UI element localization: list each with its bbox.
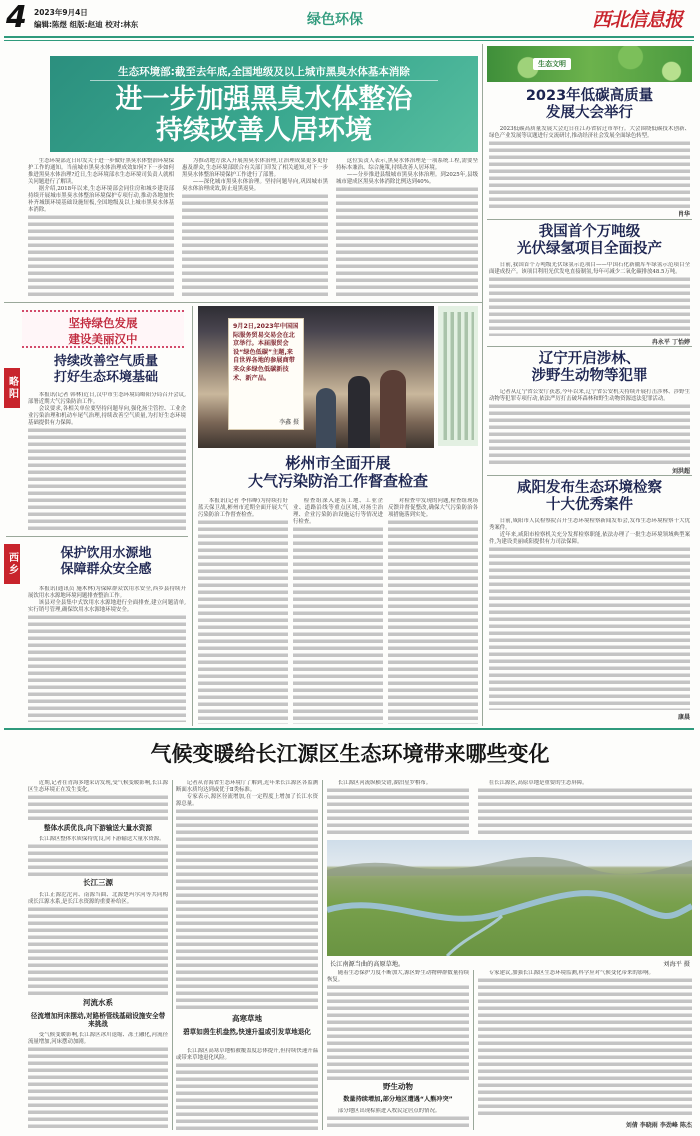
paragraph: 该县对全县集中式饮用水水源地进行全面排查,建立问题清单,实行销号管理,确保饮用水水源地环境安全。 (28, 600, 186, 613)
subheading: 长江三源 (83, 878, 113, 887)
text-texture (489, 276, 690, 336)
text-texture (198, 519, 288, 724)
river-branch (447, 916, 502, 956)
yangtze-col3-b (327, 970, 469, 1080)
subheading: 高寒草地 (232, 1014, 262, 1023)
paragraph: 专家建议,加强长江源区生态环境监测,科学应对气候变化带来的影响。 (488, 970, 654, 976)
expo-photo (198, 306, 434, 448)
binzhou-body-col1 (198, 498, 288, 724)
hanzhong-banner (22, 310, 184, 348)
subheading: 径流增加河床摆动,对路桥管线基础设施安全带来挑战 (30, 1012, 166, 1028)
hanzhong-banner-line1: 坚持绿色发展 (68, 316, 138, 330)
issue-date: 2023年9月4日 (34, 8, 88, 17)
paragraph: ——深化城市黑臭水体治理。坚持问题导向,巩固城市黑臭水体治理成效,防止返黑返臭。 (182, 179, 328, 192)
text-texture (182, 193, 328, 296)
photo-credit: 刘海平 摄 (663, 961, 690, 968)
text-texture (28, 614, 186, 722)
liaoning-headline-line1: 辽宁开启涉林、 (538, 351, 641, 367)
paragraph: 记者从辽宁省公安厅获悉,今年以来,辽宁省公安机关持续开展打击涉林、涉野生动物等犯罪专项行动,依法严厉打击破坏森林和野生动物资源违法犯罪活动。 (489, 389, 690, 402)
paragraph: 检查组深入建筑工地、工业企业、道路沿线等重点区域,对扬尘治理、企业污染防治设施运行等情况进行检查。 (293, 498, 383, 525)
editor-staff: 编辑:陈煜 组版:赵迪 校对:林东 (34, 20, 139, 29)
liaoning-headline-line2: 涉野生动物等犯罪 (531, 368, 648, 385)
xianyang-body (489, 518, 690, 710)
paragraph: 本报讯(通讯员 施木林)为保障群众饮用水安全,西乡县持续开展饮用水水源地环境问题排查整治工作。 (28, 586, 186, 599)
grassland-photo-svg (327, 840, 692, 956)
lead-kicker-underline (90, 80, 438, 81)
lueyang-tag: 略阳 (4, 368, 20, 408)
xixiang-headline-line1: 保护饮用水源地 (60, 546, 152, 561)
photo-person (348, 376, 370, 448)
page-number: 4 (6, 0, 27, 35)
lowcarbon-body (489, 126, 690, 208)
xianyang-headline (487, 480, 692, 515)
paragraph: 这位负责人表示,黑臭水体治理是一项系统工程,需要坚持标本兼治、综合施策,持续改善人居环境。 (336, 158, 478, 171)
paragraph: 对检查中发现的问题,检查组现场反馈并督促整改,确保大气污染防治各项措施落到实处。 (388, 498, 478, 518)
subheading: 碧草如茵生机盎然,快速升温或引发草地退化 (183, 1028, 311, 1036)
yangtze-col1-c (28, 892, 168, 996)
byline: 肖华 (677, 211, 690, 218)
paragraph: 部分地区出现棕熊进入牧民定居点的情况。 (337, 1108, 441, 1114)
photo-credit: 李鑫 摄 (279, 419, 299, 426)
yangtze-col4-b (478, 970, 692, 1116)
photo-person (316, 388, 336, 448)
divider (4, 302, 482, 303)
lead-body-col3 (336, 158, 478, 296)
text-texture (478, 787, 692, 836)
grassland-photo (327, 840, 692, 956)
yangtze-col3-a (327, 780, 469, 836)
yangtze-col3-c (327, 1108, 469, 1130)
text-texture (442, 312, 474, 440)
divider (473, 970, 474, 1130)
lowcarbon-headline-line1: 2023年低碳高质量 (525, 88, 654, 104)
text-texture (28, 427, 186, 530)
binzhou-headline (196, 454, 480, 490)
text-texture (489, 140, 690, 208)
byline: 刘倩 李晓雨 李劲峰 陈杰 (625, 1122, 692, 1129)
lead-kicker: 生态环境部:截至去年底,全国地级及以上城市黑臭水体基本消除 (118, 66, 410, 78)
subheading: 野生动物 (383, 1082, 413, 1091)
subheading: 数量持续增加,部分地区遭遇“人熊冲突” (343, 1096, 453, 1103)
header-rule-thin (4, 40, 694, 41)
lead-title (50, 84, 478, 146)
liaoning-headline (487, 351, 692, 386)
lueyang-headline-line2: 打好生态环境基础 (53, 369, 158, 385)
yangtze-col1-a (28, 780, 168, 822)
xianyang-headline-line2: 十大优秀案件 (546, 497, 633, 514)
lead-title-line1: 进一步加强黑臭水体整治 (115, 84, 413, 115)
divider (6, 536, 188, 537)
yangtze-col4-a (478, 780, 692, 836)
paragraph: 日前,咸阳市人民检察院召开生态环境检察新闻发布会,发布生态环境检察十大优秀案件。 (489, 518, 690, 531)
text-texture (176, 1062, 318, 1130)
divider (487, 346, 692, 347)
paragraph: 随着生态保护力度不断加大,源区野生动物种群数量持续恢复。 (327, 970, 469, 983)
subheading: 整体水质优良,向下游输送大量水资源 (43, 824, 152, 832)
eco-label: 生态文明 (533, 58, 571, 70)
header-rule (4, 36, 694, 38)
byline: 康晨 (677, 714, 690, 721)
xianyang-headline-line1: 咸阳发布生态环境检察 (517, 480, 662, 496)
text-texture (176, 808, 318, 1012)
river (327, 893, 692, 919)
divider (487, 475, 692, 476)
text-texture (28, 794, 168, 822)
eco-header-image (487, 46, 692, 82)
paragraph: 会议要求,各相关单位要坚持问题导向,强化扬尘管控、工业企业污染治理和机动车尾气治理,持续改善空气质量,为打好生态环境基础提供有力保障。 (28, 406, 186, 426)
photo-caption: 长江南源当曲的高原草地。 (330, 961, 405, 968)
text-texture (489, 546, 690, 710)
paragraph: 本报讯(记者 李伟峰)为持续打好蓝天保卫战,彬州市近期全面开展大气污染防治工作督查检查。 (198, 498, 288, 518)
greenhydrogen-headline (487, 224, 692, 259)
lowcarbon-headline-line2: 发展大会举行 (546, 105, 633, 122)
section-rule (4, 728, 694, 730)
paragraph: 在长江源区,高原草地是重要的生态屏障。 (488, 780, 588, 786)
text-texture (327, 787, 469, 836)
photo-person (380, 370, 406, 448)
lowcarbon-headline (487, 88, 692, 123)
lead-body-col2 (182, 158, 328, 296)
paragraph: 专家表示,源区径流增加,在一定程度上增加了长江水资源总量。 (176, 794, 318, 807)
text-texture (327, 1115, 469, 1130)
xixiang-body (28, 586, 186, 722)
divider (482, 44, 483, 726)
byline: 冉永平 丁怡婷 (651, 339, 690, 346)
paragraph: 长江源区整体水质保持优良,向下游输送大量水资源。 (38, 836, 165, 842)
lead-banner (50, 56, 478, 152)
greenhydrogen-headline-line2: 光伏绿氢项目全面投产 (517, 241, 662, 258)
text-texture (478, 977, 692, 1116)
paragraph: 受气候变暖影响,长江源区冰川退缩、冻土融化,河流径流量增加,河床摆动加剧。 (28, 1032, 168, 1045)
xixiang-headline (26, 546, 186, 577)
paragraph: 记者从青海省生态环境厅了解到,近年来长江源区各监测断面水质均达到或优于Ⅱ类标准。 (176, 780, 318, 793)
hanzhong-banner-line2: 建设美丽汉中 (68, 332, 138, 346)
paragraph: 长江源区河流纵横交错,湖泊星罗棋布。 (337, 780, 432, 786)
divider (192, 306, 193, 726)
photo-caption-text: 9月2日,2023年中国国际服务贸易交易会在北京举行。本届服贸会设“绿色低碳”主题,来自世界各地的参展商带来众多绿色低碳新技术、新产品。 (233, 323, 299, 382)
greenhydrogen-headline-line1: 我国首个万吨级 (538, 224, 641, 240)
subheading: 河流水系 (83, 998, 113, 1007)
text-texture (327, 984, 469, 1080)
lueyang-headline (26, 354, 186, 385)
paragraph: 据介绍,2018年以来,生态环境部会同住房和城乡建设部持续开展城市黑臭水体整治环境保护专项行动,推动各地加快补齐城镇环境基础设施短板,全国地级及以上城市黑臭水体基本消除。 (28, 186, 174, 213)
text-texture (28, 843, 168, 876)
text-texture (388, 519, 478, 724)
yangtze-col1-b (28, 836, 168, 876)
xixiang-headline-line2: 保障群众安全感 (60, 561, 152, 577)
binzhou-body-col2 (293, 498, 383, 724)
paragraph: 为推动地方深入开展黑臭水体治理,让治理成果更多更好惠及群众,生态环境部联合有关部门印发了相关通知,对下一步黑臭水体整治环境保护工作进行了部署。 (182, 158, 328, 178)
paragraph: 近年来,咸阳市检察机关充分发挥检察职能,依法办理了一批生态环境领域典型案件,为建设美丽咸阳提供有力司法保障。 (489, 532, 690, 545)
yangtze-col1-d (28, 1032, 168, 1130)
divider (172, 780, 173, 1130)
liaoning-body (489, 389, 690, 465)
paragraph: 本报讯(记者 韩林)近日,汉中市生态环境局略阳分局召开会议,部署近期大气污染防治工作。 (28, 392, 186, 405)
distant-hills (327, 857, 692, 876)
xixiang-tag: 西乡 (4, 544, 20, 584)
masthead-logo: 西北信息报 (592, 9, 683, 31)
paragraph: 生态环境部近日印发关于进一步做好黑臭水体整治环境保护工作的通知。当前城市黑臭水体治理成效如何?下一步如何推进黑臭水体治理?近日,生态环境部水生态环境司负责人就相关问题进行了解读。 (28, 158, 174, 185)
greenhydrogen-body (489, 262, 690, 336)
text-texture (293, 526, 383, 724)
binzhou-headline-line2: 大气污染防治工作督查检查 (247, 472, 428, 490)
divider (322, 780, 323, 1130)
paragraph: 2023低碳高质量发展大会近日在江苏省宿迁市举行。大会围绕低碳技术创新、绿色产业发展等议题进行交流研讨,推动经济社会发展全面绿色转型。 (489, 126, 690, 139)
paragraph: 日前,我国首个万吨级光伏绿氢示范项目——中国石化新疆库车绿氢示范项目全面建成投产。该项目利用光伏发电直接制氢,每年可减少二氧化碳排放48.5万吨。 (489, 262, 690, 275)
paragraph: 近期,记者在青海多地采访发现,受气候变暖影响,长江源区生态环境正在发生变化。 (28, 780, 168, 793)
text-texture (489, 403, 690, 465)
binzhou-headline-line1: 彬州市全面开展 (285, 454, 391, 472)
yangtze-col2-b (176, 1048, 318, 1130)
section-title: 绿色环保 (307, 12, 363, 28)
paragraph: ——分步推进县级城市黑臭水体治理。到2025年,县级城市建成区黑臭水体消除比例达到40%。 (336, 172, 478, 185)
byline: 刘洪超 (671, 468, 690, 475)
photo-side-strip (438, 306, 478, 446)
lead-title-line2: 持续改善人居环境 (156, 115, 372, 146)
text-texture (28, 1046, 168, 1130)
paragraph: 长江正源沱沱河、南源当曲、北源楚玛尔河等共同构成长江源水系,是长江水资源的重要补给区。 (28, 892, 168, 905)
divider (487, 219, 692, 220)
yangtze-col2-a (176, 780, 318, 1012)
paragraph: 长江源区高寒草地植被覆盖度总体提升,但持续快速升温或带来草地退化风险。 (176, 1048, 318, 1061)
photo-display-panel (228, 318, 304, 430)
yangtze-headline: 气候变暖给长江源区生态环境带来哪些变化 (150, 742, 550, 766)
text-texture (336, 186, 478, 296)
lueyang-body (28, 392, 186, 530)
text-texture (28, 906, 168, 996)
text-texture (28, 214, 174, 296)
lueyang-headline-line1: 持续改善空气质量 (53, 354, 158, 369)
binzhou-body-col3 (388, 498, 478, 724)
lead-body-col1 (28, 158, 174, 296)
